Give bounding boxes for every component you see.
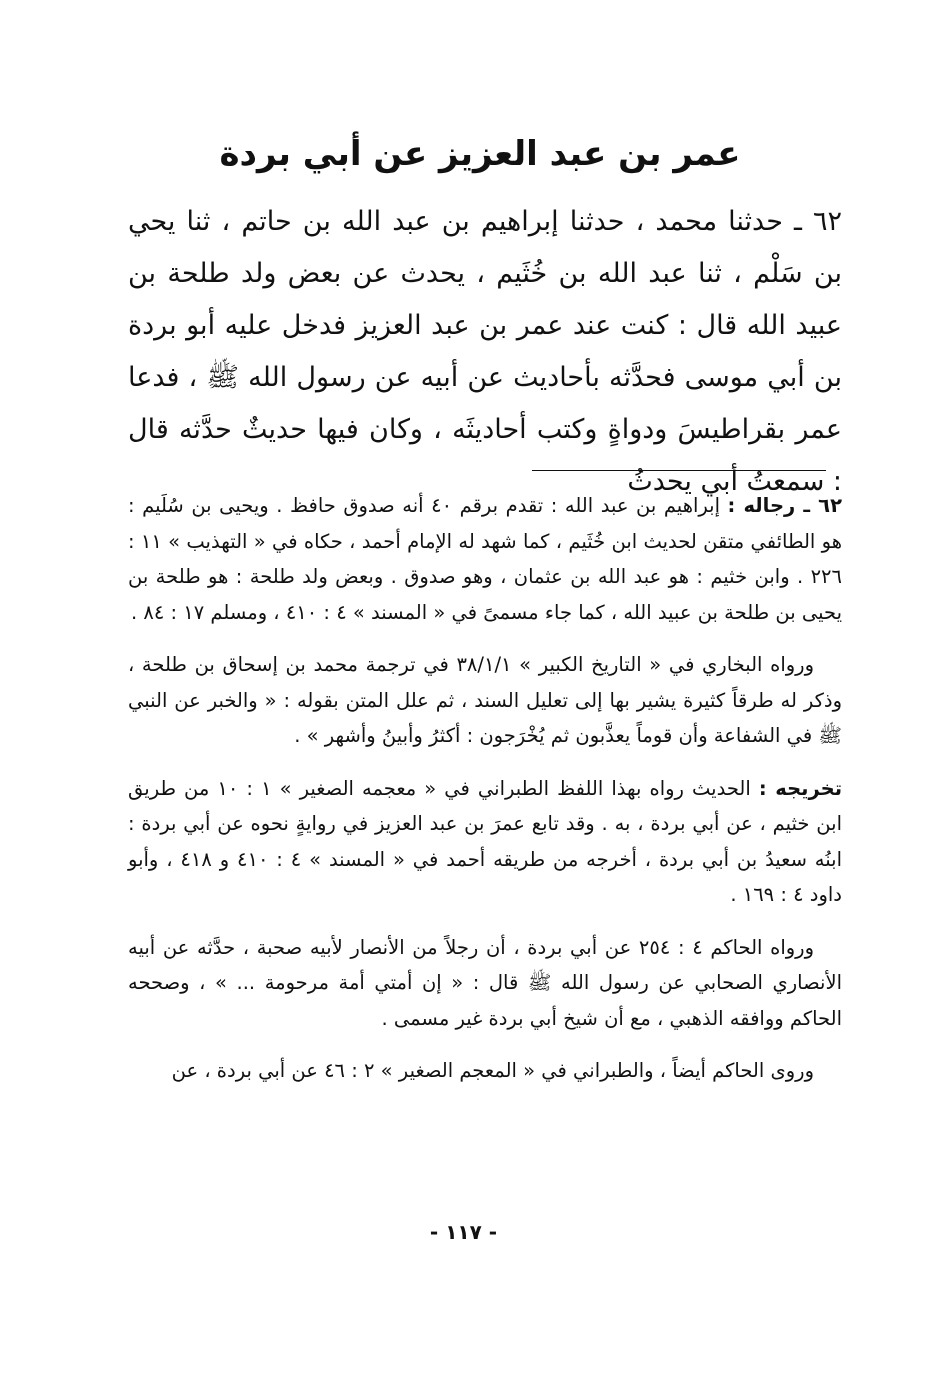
footnote-rijal-text: إبراهيم بن عبد الله : تقدم برقم ٤٠ أنه صدوق حافظ . ويحيى بن سُلَيم : هو الطائفي متقن لحديث ابن خُثَيم ، كما شهد له الإمام أحمد ، حكاه في « التهذيب » ١١ : ٢٢٦ . وابن خثيم : هو عبد الله بن عثمان ، وهو صدوق . وبعض ولد طلحة : هو طلحة بن يحيى بن طلحة بن عبيد الله ، كما جاء مسمىً في « المسند » ٤ : ٤١٠ ، ومسلم ١٧ : ٨٤ . xyxy=(128,494,842,624)
footnote-rijal xyxy=(128,488,842,630)
footnote-tabarani: وروى الحاكم أيضاً ، والطبراني في « المعجم الصغير » ٢ : ٤٦ عن أبي بردة ، عن xyxy=(171,1059,814,1082)
footnote-hakim: ورواه الحاكم ٤ : ٢٥٤ عن أبي بردة ، أن رجلاً من الأنصار لأبيه صحبة ، حدَّثه عن أبيه الأنصاري الصحابي عن رسول الله ﷺ قال : « إن أمتي أمة مرحومة ... » ، وصححه الحاكم ووافقه الذهبي ، مع أن شيخ أبي بردة غير مسمى . xyxy=(128,935,842,1030)
hadith-paragraph: ٦٢ ـ حدثنا محمد ، حدثنا إبراهيم بن عبد الله بن حاتم ، ثنا يحي بن سَلْم ، ثنا عبد الله بن خُثَيم ، يحدث عن بعض ولد طلحة بن عبيد الله قال : كنت عند عمر بن عبد العزيز فدخل عليه أبو بردة بن أبي موسى فحدَّثه بأحاديث عن أبيه عن رسول الله ﷺ ، فدعا عمر بقراطيسَ ودواةٍ وكتب أحاديثَه ، وكان فيها حديثٌ حدَّثه قال : سمعتُ أبي يحدثُ xyxy=(128,206,842,497)
hadith-text-block xyxy=(128,196,842,508)
footnote-rijal-lead: ٦٢ ـ رجاله : xyxy=(727,494,842,517)
footnote-bukhari: ورواه البخاري في « التاريخ الكبير » ٣٨/١/١ في ترجمة محمد بن إسحاق بن طلحة ، وذكر له طرقاً كثيرة يشير بها إلى تعليل السند ، ثم علل المتن بقوله : « والخبر عن النبي ﷺ في الشفاعة وأن قوماً يعذَّبون ثم يُخْرَجون : أكثرُ وأبينُ وأشهر » . xyxy=(128,653,842,747)
footnote-divider xyxy=(532,470,826,471)
page-number: - ١١٧ - xyxy=(429,1220,498,1244)
footnote-takhrij xyxy=(128,771,842,913)
footnote-takhrij-lead: تخريجه : xyxy=(758,776,843,800)
section-heading: عمر بن عبد العزيز عن أبي بردة xyxy=(219,134,741,174)
footnotes-block xyxy=(128,488,842,1106)
footnote-takhrij-text: الحديث رواه بهذا اللفظ الطبراني في « معجمه الصغير » ١ : ١٠ من طريق ابن خثيم ، عن أبي بردة ، به . وقد تابع عمرَ بن عبد العزيز في روايةٍ نحوه عن أبي بردة : ابنُه سعيدُ بن أبي بردة ، أخرجه من طريقه أحمد في « المسند » ٤ : ٤١٠ و ٤١٨ ، وأبو داود ٤ : ١٦٩ . xyxy=(128,776,842,906)
